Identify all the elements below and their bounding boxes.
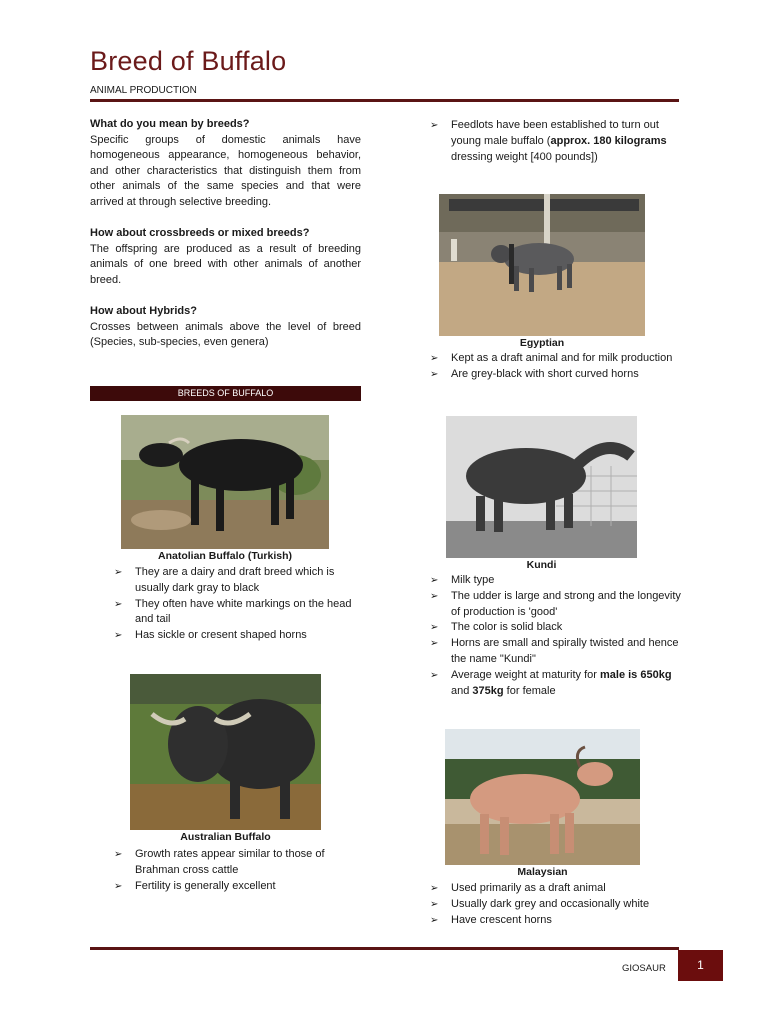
arrowhead-bullet-icon: ➢ (430, 914, 439, 926)
breeds-banner: BREEDS OF BUFFALO (90, 386, 361, 401)
list-item: ➢ They are a dairy and draft breed which is usually dark gray to black (114, 566, 335, 594)
list-item: ➢ The color is solid black (430, 620, 685, 636)
malaysian-caption: Malaysian (517, 866, 568, 878)
anatolian-buffalo-photo (121, 415, 329, 549)
arrowhead-bullet-icon: ➢ (430, 590, 439, 602)
anatolian-bullets (114, 565, 364, 644)
list-item: ➢ The udder is large and strong and the longevity of production is 'good' (430, 589, 681, 618)
kundi-bullets (430, 573, 685, 699)
list-item: ➢ Usually dark grey and occasionally white (430, 897, 685, 913)
list-item: ➢ Used primarily as a draft animal (430, 881, 685, 897)
list-item: ➢ They often have white markings on the head and tail (114, 597, 352, 626)
arrowhead-bullet-icon: ➢ (114, 849, 123, 860)
header-rule (90, 99, 679, 102)
page-title: Breed of Buffalo (90, 46, 287, 76)
arrowhead-bullet-icon: ➢ (430, 898, 439, 910)
list-item: ➢ Are grey-black with short curved horns (430, 367, 690, 383)
anatolian-caption: Anatolian Buffalo (Turkish) (158, 550, 292, 562)
answer-hybrids: Crosses between animals above the level of breed (Species, sub-species, even genera) (90, 320, 361, 349)
arrowhead-bullet-icon: ➢ (430, 622, 439, 634)
egyptian-caption: Egyptian (519, 337, 565, 349)
list-item: ➢ Has sickle or cresent shaped horns (114, 628, 364, 644)
australian-bullets (114, 847, 364, 894)
arrowhead-bullet-icon: ➢ (430, 638, 439, 650)
list-item: ➢ Have crescent horns (430, 913, 685, 929)
egyptian-bullets (430, 351, 690, 383)
arrowhead-bullet-icon: ➢ (430, 368, 439, 380)
question-breeds: What do you mean by breeds? (90, 118, 250, 130)
feedlot-bullet (430, 118, 680, 165)
kundi-caption: Kundi (526, 559, 557, 571)
arrowhead-bullet-icon: ➢ (430, 669, 439, 681)
arrowhead-bullet-icon: ➢ (114, 880, 123, 892)
question-hybrids: How about Hybrids? (90, 305, 197, 318)
arrowhead-bullet-icon: ➢ (430, 353, 439, 364)
list-item: ➢ Milk type (430, 573, 685, 589)
australian-caption: Australian Buffalo (180, 831, 271, 843)
arrowhead-bullet-icon: ➢ (430, 575, 439, 586)
footer-author: GIOSAUR (622, 963, 666, 974)
answer-crossbreeds: The offspring are produced as a result of breeding animals of one breed with other animals of another breed. (90, 242, 361, 286)
malaysian-buffalo-photo (445, 729, 640, 865)
footer-rule (90, 947, 679, 950)
list-item: ➢ Kept as a draft animal and for milk production (430, 351, 690, 367)
malaysian-bullets (430, 881, 685, 928)
page-subtitle: ANIMAL PRODUCTION (90, 85, 197, 96)
kundi-buffalo-photo (446, 416, 637, 558)
egyptian-buffalo-photo (439, 194, 645, 336)
arrowhead-bullet-icon: ➢ (430, 120, 439, 131)
arrowhead-bullet-icon: ➢ (114, 630, 123, 642)
list-item: ➢ Average weight at maturity for male is 650kg and 375kg for female (430, 668, 672, 697)
question-crossbreeds: How about crossbreeds or mixed breeds? (90, 227, 310, 240)
arrowhead-bullet-icon: ➢ (430, 883, 439, 894)
arrowhead-bullet-icon: ➢ (114, 567, 123, 578)
list-item: ➢ Fertility is generally excellent (114, 879, 364, 895)
australian-buffalo-photo (130, 674, 321, 830)
list-item: ➢ Growth rates appear similar to those of Brahman cross cattle (114, 848, 325, 876)
intro-section (90, 117, 361, 351)
answer-breeds: Specific groups of domestic animals have homogeneous appearance, homogeneous behavior, and other characteristics that distinguish them from other animals of the same species and that were arrived at through selective breeding. (90, 133, 361, 208)
arrowhead-bullet-icon: ➢ (114, 598, 123, 610)
page-number: 1 (678, 950, 723, 981)
list-item: ➢ Feedlots have been established to turn out young male buffalo (approx. 180 kilograms dressing weight [400 pounds]) (430, 119, 667, 163)
list-item: ➢ Horns are small and spirally twisted and hence the name "Kundi" (430, 637, 679, 665)
